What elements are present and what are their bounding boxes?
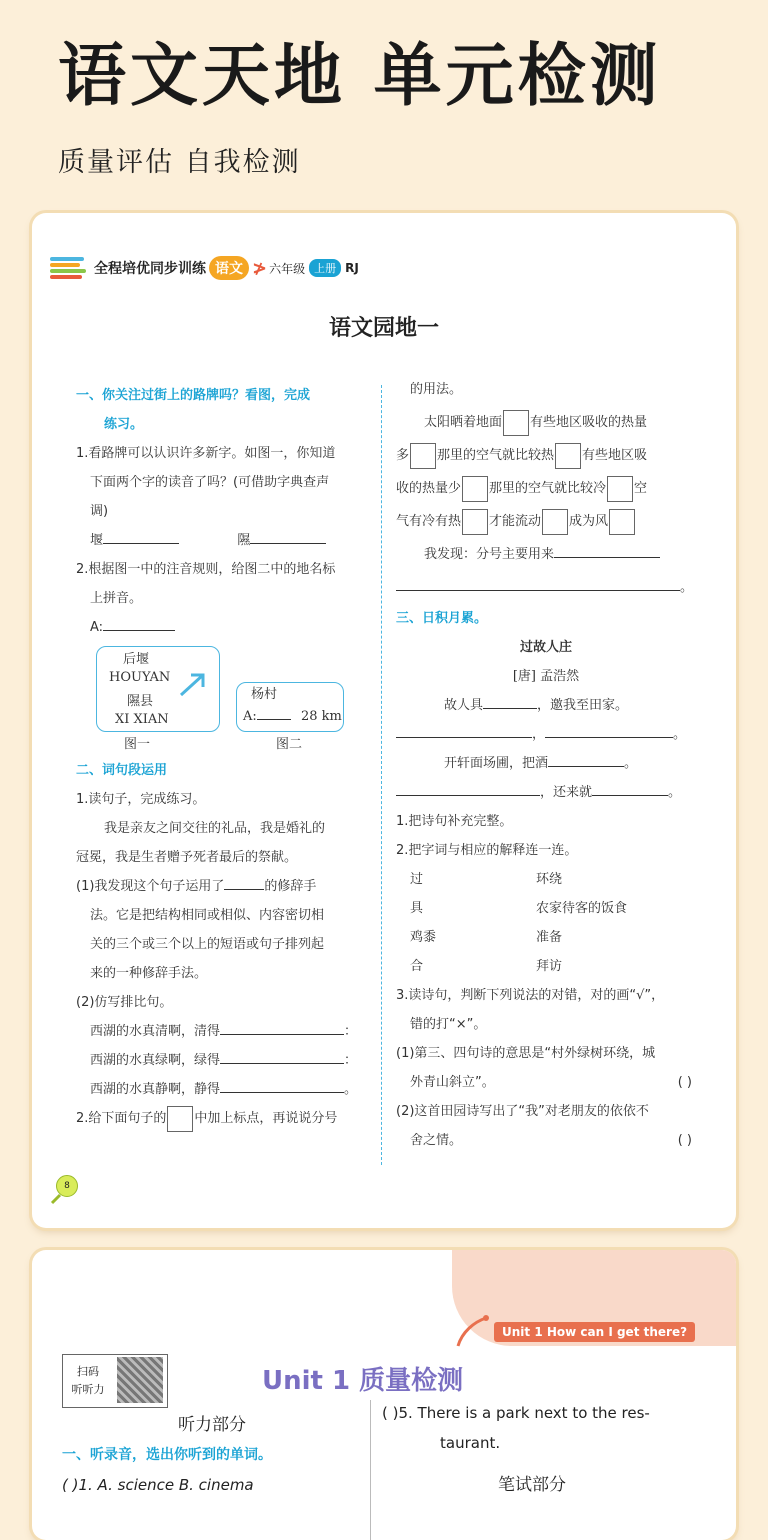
task-3-cont: 错的打“×”。 [410, 1017, 487, 1032]
part-1-line4: 来的一种修辞手法。 [90, 966, 208, 981]
period: 。 [624, 756, 638, 771]
parallel-text-3: 西湖的水真静啊，静得 [90, 1082, 221, 1097]
volume-badge: 上册 [309, 259, 341, 277]
edition-label: RJ [345, 261, 359, 275]
column-divider [381, 385, 382, 1165]
question-1-line3: 调) [90, 504, 109, 519]
answer-blank[interactable] [483, 694, 537, 709]
char-1: 堰 [90, 533, 104, 548]
sign-2-a-label: A: [243, 709, 257, 724]
left-column [62, 1410, 362, 1500]
poem-line-3 [396, 749, 696, 778]
match-meaning: 拜访 [536, 959, 563, 974]
judge-2-text: 舍之情。 [410, 1133, 463, 1148]
qr-code-box[interactable] [62, 1354, 168, 1408]
answer-blank[interactable] [250, 529, 326, 544]
parallel-line-1: 西湖的水真清啊，清得 ： [76, 1017, 366, 1046]
answer-blank[interactable] [220, 1078, 344, 1093]
task-1: 1.把诗句补充完整。 [396, 814, 513, 829]
poem-line-4 [396, 778, 696, 807]
qr-label [65, 1363, 111, 1399]
question-3: 1.读句子，完成练习。 [76, 792, 206, 807]
passage-line-3 [396, 472, 696, 505]
grade-label: 六年级 [269, 261, 306, 276]
match-meaning: 准备 [536, 930, 563, 945]
answer-paren[interactable]: ( ) [677, 1133, 692, 1148]
poem-text: ，邀我至田家。 [537, 698, 629, 713]
task-2: 2.把字词与相应的解释连一连。 [396, 843, 578, 858]
sign-1-place: 后堰 [123, 652, 150, 667]
parallel-line-2: 西湖的水真绿啊，绿得 ： [76, 1046, 366, 1075]
quote-line-2: 冠冕，我是生者赠予死者最后的祭献。 [76, 850, 298, 865]
char-answer-row [76, 526, 366, 555]
punctuation-box[interactable] [410, 443, 436, 469]
pencil-icon [452, 1312, 492, 1348]
parallel-line-3: 西湖的水真静啊，静得 。 [76, 1075, 366, 1104]
judge-1: (1)第三、四句诗的意思是“村外绿树环绕，城 [396, 1046, 656, 1061]
match-meaning: 环绕 [536, 872, 563, 887]
answer-blank[interactable] [396, 781, 540, 796]
sign-1-pinyin: HOUYAN [109, 670, 171, 685]
period: 。 [680, 580, 694, 595]
unit-tag: Unit 1 How can I get there? [494, 1322, 695, 1342]
poem-text: 故人具 [444, 698, 484, 713]
figure-2-caption: 图二 [276, 737, 303, 752]
answer-blank[interactable] [548, 752, 624, 767]
section-1-title: 一、你关注过街上的路牌吗？看图，完成 [76, 388, 311, 403]
punctuation-box[interactable] [462, 509, 488, 535]
section-3-title: 三、日积月累。 [396, 611, 488, 626]
judge-1-cont [396, 1068, 696, 1097]
punctuation-box[interactable] [609, 509, 635, 535]
question-5-cont: taurant. [440, 1434, 501, 1452]
answer-a-label: A: [90, 620, 104, 635]
part-1-line2: 法。它是把结构相同或相似、内容密切相 [90, 908, 325, 923]
sign-1-place-2: 隰县 [127, 694, 154, 709]
page-number: 8 [56, 1175, 78, 1197]
passage-text: 空 [634, 481, 648, 496]
page-heading: 语文园地一 [328, 316, 439, 341]
parallel-text-1: 西湖的水真清啊，清得 [90, 1024, 221, 1039]
passage-text: 收的热量少 [396, 481, 462, 496]
discovery-line [396, 538, 696, 571]
road-sign-figure [76, 642, 366, 742]
swoosh-icon: ≯ [252, 257, 268, 279]
answer-blank[interactable] [220, 1020, 344, 1035]
passage-text: 多 [396, 448, 410, 463]
qr-label-line-2: 听听力 [71, 1383, 105, 1396]
punctuation-box[interactable] [167, 1106, 193, 1132]
passage-text: 有些地区吸收的热量 [530, 415, 648, 430]
question-5: ( )5. There is a park next to the res- [382, 1404, 650, 1422]
passage-line-1 [396, 406, 696, 439]
sign-2-distance: 28 km [301, 709, 342, 724]
listening-question-1: ( )1. A. science B. cinema [62, 1476, 254, 1494]
match-pair[interactable] [396, 923, 696, 952]
passage-text: 才能流动 [489, 514, 542, 529]
answer-blank[interactable] [592, 781, 668, 796]
match-word: 过 [410, 872, 424, 887]
discovery-text: 我发现：分号主要用来 [424, 547, 555, 562]
passage-line-2 [396, 439, 696, 472]
match-pair[interactable] [396, 894, 696, 923]
question-4 [76, 1104, 366, 1133]
section-3 [396, 604, 696, 1155]
part-2: (2)仿写排比句。 [76, 995, 173, 1010]
judge-1-text: 外青山斜立”。 [410, 1075, 495, 1090]
period: 。 [668, 785, 682, 800]
char-2: 隰 [237, 533, 251, 548]
passage-text: 那里的空气就比较冷 [489, 481, 607, 496]
punctuation-box[interactable] [503, 410, 529, 436]
figure-1-caption: 图一 [124, 737, 151, 752]
qr-label-line-1: 扫码 [77, 1365, 99, 1378]
parallel-text-2: 西湖的水真绿啊，绿得 [90, 1053, 221, 1068]
part-1-line1 [76, 872, 366, 901]
poem-title: 过故人庄 [519, 640, 572, 655]
road-sign-1 [96, 646, 220, 732]
period: 。 [673, 727, 687, 742]
subject-badge: 语文 [209, 256, 249, 280]
hero-title: 语文天地 单元检测 [58, 37, 662, 116]
punctuation-box[interactable] [607, 476, 633, 502]
question-1-line2: 下面两个字的读音了吗？(可借助字典查声 [90, 475, 330, 490]
listening-section-title: 一、听录音，选出你听到的单词。 [62, 1447, 272, 1463]
question-2-line1: 2.根据图一中的注音规则，给图二中的地名标 [76, 562, 336, 577]
passage-text: 气有冷有热 [396, 514, 462, 529]
poem-text: 开轩面场圃，把酒 [444, 756, 549, 771]
sign-2-answer [243, 707, 291, 727]
books-icon [50, 255, 88, 281]
right-column [396, 373, 696, 1155]
answer-blank[interactable] [103, 616, 175, 631]
answer-blank[interactable] [396, 576, 680, 591]
answer-blank[interactable] [220, 1049, 344, 1064]
question-4-text: 2.给下面句子的 [76, 1111, 167, 1126]
answer-blank[interactable] [396, 723, 532, 738]
match-pair[interactable] [396, 865, 696, 894]
answer-blank[interactable] [103, 529, 179, 544]
passage-text: 有些地区吸 [582, 448, 648, 463]
listening-heading: 听力部分 [178, 1415, 246, 1435]
question-4-text-cont: 中加上标点，再说说分号 [194, 1111, 338, 1126]
judge-2: (2)这首田园诗写出了“我”对老朋友的依依不 [396, 1104, 649, 1119]
answer-a-row [76, 613, 366, 642]
task-3: 3.读诗句，判断下列说法的对错，对的画“√”， [396, 988, 665, 1003]
answer-blank[interactable] [224, 875, 264, 890]
writing-heading: 笔试部分 [498, 1475, 566, 1495]
arrow-icon [177, 671, 209, 697]
question-1-line1: 1.看路牌可以认识许多新字。如图一，你知道 [76, 446, 336, 461]
match-word: 合 [410, 959, 424, 974]
workbook-page-chinese [32, 213, 736, 1228]
workbook-page-english [32, 1250, 736, 1540]
poem-line-2 [396, 720, 696, 749]
punctuation-box[interactable] [555, 443, 581, 469]
hero-subtitle: 质量评估 自我检测 [58, 147, 301, 178]
passage-line-4 [396, 505, 696, 538]
sign-2-place: 杨村 [251, 687, 278, 702]
answer-blank[interactable] [257, 707, 291, 720]
sign-1-pinyin-2: XI XIAN [115, 712, 169, 727]
series-name: 全程培优同步训练 [94, 261, 206, 277]
poem-author: [唐] 孟浩然 [512, 669, 580, 684]
comma: ， [532, 727, 546, 742]
question-2-line2: 上拼音。 [90, 591, 143, 606]
right-column [382, 1398, 722, 1500]
column-divider [370, 1400, 371, 1540]
part-1-text-cont: 的修辞手 [264, 879, 317, 894]
part-1-text: (1)我发现这个句子运用了 [76, 879, 225, 894]
section-1-title-cont: 练习。 [104, 417, 144, 432]
quote-line-1: 我是亲友之间交往的礼品，我是婚礼的 [104, 821, 326, 836]
series-header [50, 253, 359, 283]
cont-text: 的用法。 [410, 382, 463, 397]
answer-paren[interactable]: ( ) [677, 1075, 692, 1090]
match-word: 鸡黍 [410, 930, 437, 945]
answer-blank[interactable] [545, 723, 673, 738]
match-word: 具 [410, 901, 424, 916]
section-2-title: 二、词句段运用 [76, 763, 168, 778]
passage-text: 太阳晒着地面 [424, 415, 503, 430]
passage-text: 成为风 [569, 514, 609, 529]
passage-text: 那里的空气就比较热 [437, 448, 555, 463]
part-1-line3: 关的三个或三个以上的短语或句子排列起 [90, 937, 325, 952]
figure-captions [76, 734, 366, 756]
answer-blank[interactable] [554, 543, 660, 558]
unit-title: Unit 1 质量检测 [262, 1366, 464, 1396]
qr-code-image[interactable] [117, 1357, 163, 1403]
judge-2-cont [396, 1126, 696, 1155]
left-column [76, 381, 366, 1133]
match-pair[interactable] [396, 952, 696, 981]
match-meaning: 农家待客的饭食 [536, 901, 628, 916]
road-sign-2 [236, 682, 344, 732]
discovery-line-2 [396, 571, 696, 604]
punctuation-box[interactable] [542, 509, 568, 535]
poem-line-1 [396, 691, 696, 720]
punctuation-box[interactable] [462, 476, 488, 502]
poem-text: ，还来就 [540, 785, 593, 800]
